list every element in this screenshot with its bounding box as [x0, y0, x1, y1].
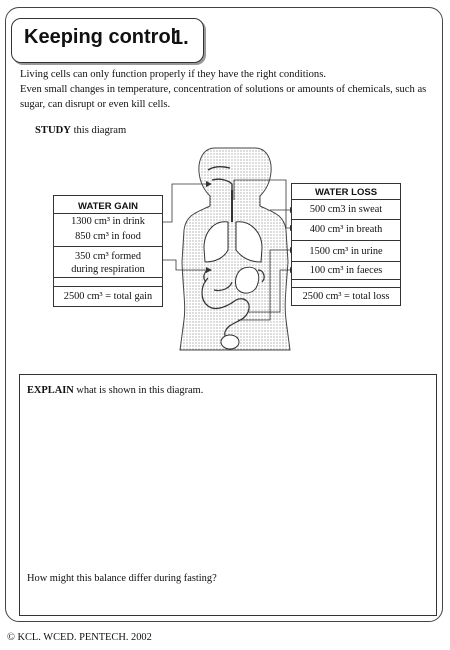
page-number: 1.	[172, 27, 189, 49]
water-gain-heading: WATER GAIN	[78, 201, 138, 212]
bladder	[221, 335, 239, 349]
gain-total: 2500 cm³ = total gain	[63, 291, 153, 302]
study-keyword: STUDY	[35, 125, 71, 136]
water-gain-table	[53, 195, 163, 307]
explain-keyword: EXPLAIN	[27, 385, 74, 396]
fasting-question: How might this balance differ during fasting?	[27, 573, 217, 584]
gain-drink: 1300 cm³ in drink	[71, 216, 145, 227]
intro-line-1: Living cells can only function properly if they have the right conditions.	[20, 69, 326, 80]
explain-instruction	[27, 385, 203, 396]
gain-respiration-line-1: 350 cm³ formed	[75, 251, 141, 262]
stomach	[235, 267, 258, 293]
loss-sweat: 500 cm3 in sweat	[309, 204, 383, 215]
gain-respiration-line-2: during respiration	[71, 264, 145, 275]
intro-line-2: Even small changes in temperature, concentration of solutions or amounts of chemicals, such as sugar, can disrupt or even kill cells.	[20, 84, 427, 110]
page-title: Keeping control	[24, 26, 177, 48]
water-loss-table	[291, 183, 401, 306]
body-outline	[180, 148, 290, 350]
loss-faeces: 100 cm³ in faeces	[309, 265, 383, 276]
copyright-footer: © KCL. WCED. PENTECH. 2002	[7, 632, 152, 643]
explain-text: what is shown in this diagram.	[73, 385, 204, 396]
gain-food: 850 cm³ in food	[75, 231, 141, 242]
study-text: this diagram	[70, 125, 127, 136]
loss-urine: 1500 cm³ in urine	[309, 246, 383, 257]
water-loss-heading: WATER LOSS	[314, 187, 378, 198]
loss-total: 2500 cm³ = total loss	[302, 291, 390, 302]
loss-breath: 400 cm³ in breath	[309, 224, 383, 235]
